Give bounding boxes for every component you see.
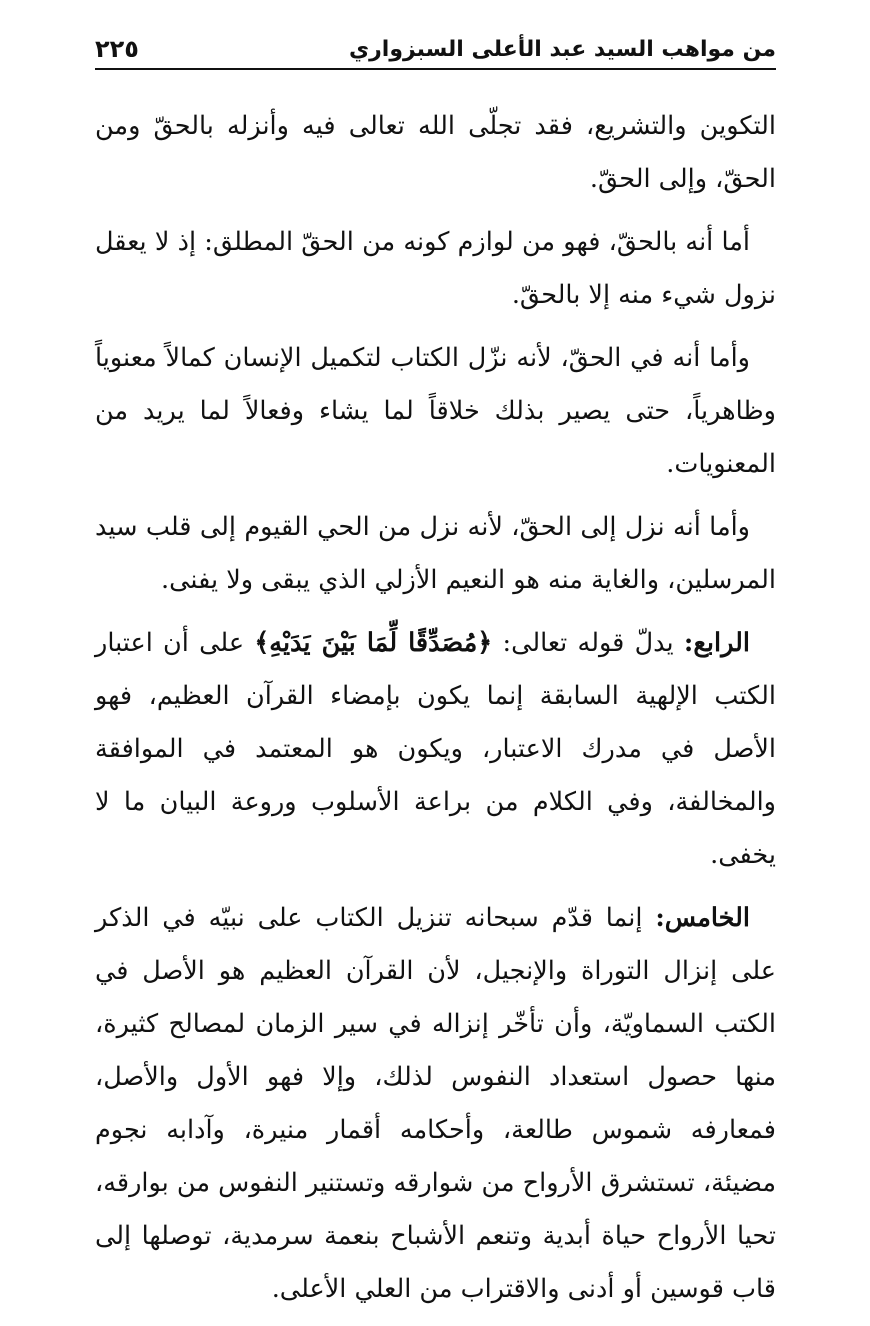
paragraph-fil-haqq: وأما أنه في الحقّ، لأنه نزّل الكتاب لتكميل الإنسان كمالاً معنوياً وظاهرياً، حتى يصير بذلك خلاقاً لما يشاء وفعالاً لما يريد من المعنويات. — [95, 343, 776, 479]
paragraph-lead-fourth: الرابع: — [683, 628, 750, 658]
paragraph-bil-haqq: أما أنه بالحقّ، فهو من لوازم كونه من الحقّ المطلق: إذ لا يعقل نزول شيء منه إلا بالحقّ. — [95, 227, 776, 310]
paragraph-text-after-quote: على أن اعتبار الكتب الإلهية السابقة إنما يكون بإمضاء القرآن العظيم، فهو الأصل في مدرك الاعتبار، ويكون هو المعتمد في الموافقة والمخالفة، وفي الكلام من براعة الأسلوب وروعة البيان ما لا يخفى. — [95, 628, 776, 870]
running-header — [95, 30, 776, 70]
paragraph-fifth — [95, 892, 776, 1316]
paragraph-text-fifth: إنما قدّم سبحانه تنزيل الكتاب على نبيّه في الذكر على إنزال التوراة والإنجيل، لأن القرآن العظيم هو الأصل في الكتب السماويّة، وأن تأخّر إنزاله في سير الزمان لمصالح كثيرة، منها حصول استعداد النفوس لذلك، وإلا فهو الأول والأصل، فمعارفه شموس طالعة، وأحكامه أقمار منيرة، وآدابه نجوم مضيئة، تستشرق الأرواح من شوارقه وتستنير النفوس من بوارقه، تحيا الأرواح حياة أبدية وتنعم الأشباح بنعمة سرمدية، توصلها إلى قاب قوسين أو أدنى والاقتراب من العلي الأعلى. — [95, 903, 776, 1304]
paragraph-continuation: التكوين والتشريع، فقد تجلّى الله تعالى فيه وأنزله بالحقّ ومن الحقّ، وإلى الحقّ. — [95, 111, 776, 194]
paragraph-text-before-quote: يدلّ قوله تعالى: — [492, 628, 684, 658]
paragraph-ilal-haqq: وأما أنه نزل إلى الحقّ، لأنه نزل من الحي القيوم إلى قلب سيد المرسلين، والغاية منه هو النعيم الأزلي الذي يبقى ولا يفنى. — [95, 512, 776, 595]
quran-quote: ﴿مُصَدِّقًا لِّمَا بَيْنَ يَدَيْهِ﴾ — [254, 628, 493, 658]
paragraph-lead-fifth: الخامس: — [655, 903, 750, 933]
paragraph-fourth — [95, 617, 776, 882]
body-text — [95, 100, 776, 1326]
page-number: ٢٢٥ — [95, 35, 139, 63]
header-title: من مواهب السيد عبد الأعلى السبزواري — [348, 36, 776, 62]
